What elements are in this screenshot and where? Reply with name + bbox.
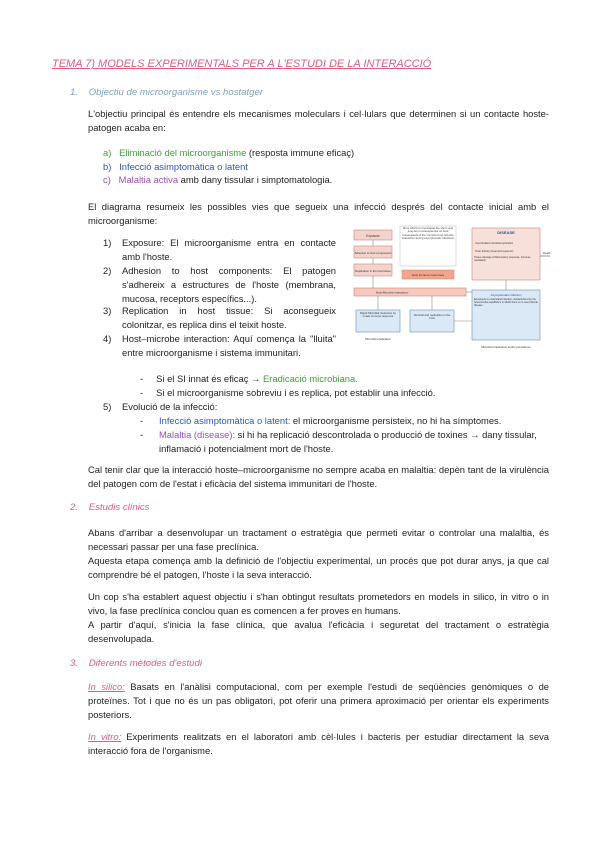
death-label: Death (543, 251, 551, 255)
survival-text: Survival and replication in the host (413, 314, 451, 321)
replication-label: Replication in the host tissue (355, 269, 391, 273)
asymptomatic-title: Asymptomatic infection (490, 293, 522, 297)
disease-item-1: Uncontrolled microbial replication (475, 242, 514, 245)
diagram-intro: El diagrama resumeix les possibles vies que segueix una infecció després del contacte inicial amb el microorganisme: (88, 201, 549, 226)
in-silico-label: In silico: (88, 681, 125, 692)
step-4-sub-b: - Si el microorganisme sobreviu i es replica, pot establir una infecció. (140, 387, 436, 398)
step-5: Evolució de la infecció: (122, 401, 218, 412)
step-5-sub-b (159, 428, 544, 456)
outcome-a-highlight: Eliminació del microorganisme (119, 147, 247, 158)
step-4-number: 4) (103, 333, 112, 344)
in-silico-paragraph (88, 680, 549, 722)
section-2-paragraph-1: Abans d'arribar a desenvolupar un tractament o estratègia que permeti evitar o controlar una malaltia, és necessari passar per una fase preclínica. (88, 527, 549, 552)
asymptomatic-text: el microorganisme persisteix, no hi ha símptomes. (290, 415, 502, 426)
section-2-paragraph-4: A partir d'aquí, s'inicia la fase clínica, que avalua l'eficàcia i seguretat del tractament o estratègia desenvolupada. (88, 619, 549, 644)
step-4-sub-a: - Si el SI innat és eficaç → Eradicació microbiana. (140, 373, 358, 384)
exposure-label: Exposure (366, 234, 380, 238)
host-immune-label: Host immune responses (411, 273, 445, 277)
adhesion-label: Adhesion to host components (354, 251, 392, 255)
step-5-dash-a: - (140, 415, 144, 426)
section-3-number: 3. (70, 658, 79, 669)
sub-b-text: Si el microorganisme sobreviu i es replica, pot establir una infecció. (156, 387, 436, 398)
disease-text: si hi ha replicació descontrolada o producció de toxines → dany tissular, inflamació i potencialment mort de l'hoste. (159, 429, 537, 454)
section-2-title: Estudis clínics (88, 502, 150, 513)
in-silico-text: Basats en l'anàlisi computacional, com per exemple l'estudi de seqüències genòmiques o de proteïnes. Tot i que no és un pas obligatori, pot oferir una primera aproximació per orientar els experiments posteriors. (88, 681, 549, 720)
step-1-number: 1) (103, 237, 112, 248)
step-2-number: 2) (103, 265, 112, 276)
outcome-a-letter: a) (103, 147, 112, 158)
section-1-heading (70, 87, 263, 98)
outcome-a-rest: (resposta immune eficaç) (246, 147, 355, 158)
efforts-text: More efforts to investigate the short- and long-term consequences on host homeostasis of the complex host-microbe interaction during asymptomatic infections (401, 227, 455, 241)
section-3-heading (70, 658, 202, 669)
conclusion-paragraph: Cal tenir clar que la interacció hoste–microorganisme no sempre acaba en malaltia: depèn tant de la virulència del patogen com de l'estat i eficàcia del sistema immunitari de l'hoste. (88, 464, 549, 489)
page-title: TEMA 7) MODELS EXPERIMENTALS PER A L'ESTUDI DE LA INTERACCIÓ (52, 58, 432, 70)
outcome-b-highlight: Infecció asimptomàtica o latent (119, 161, 248, 172)
step-5-number: 5) (103, 401, 112, 412)
host-microbe-interaction-box (354, 288, 466, 296)
outcome-b (103, 160, 248, 174)
rapid-clearance-text: Rapid Microbial clearance by innate immune response (360, 312, 396, 319)
outcome-c-highlight: Malaltia activa (118, 174, 179, 185)
sub-a-text: Si el SI innat és eficaç (156, 373, 249, 384)
outcome-a (103, 146, 354, 160)
infection-pathway-diagram (352, 224, 552, 368)
section-2-number: 2. (70, 502, 79, 513)
section-2-paragraph-3: Un cop s'ha establert aquest objectiu i s'han obtingut resultats prometedors en models in silico, in vitro o in vivo, la fase preclínica conclou quan es comencen a fer proves en humans. (88, 591, 549, 616)
disease-item-2: Toxin activity (local and systemic) (475, 250, 514, 253)
outcome-c-letter: c) (103, 174, 111, 185)
step-4: Host–microbe interaction: Aquí comença la "lluita" entre microorganisme i sistema immunitari. (122, 333, 336, 358)
persistence-label: Microbial eradication and/or persistence (481, 345, 531, 349)
step-5-sub-a (159, 414, 549, 428)
step-5-dash-b: - (140, 429, 144, 440)
step-2: Adhesion to host components: El patogen s'adhereix a estructures de l'hoste (membrana, mucosa, receptors específics...). (122, 265, 336, 304)
section-1-number: 1. (70, 87, 79, 98)
in-vitro-label: In vitro: (88, 731, 122, 742)
asymptomatic-label: Infecció asimptomàtica o latent: (159, 415, 291, 426)
in-vitro-paragraph (88, 730, 549, 758)
step-3: Replication in host tissue: Si aconsegueix colonitzar, es replica dins el teixit hoste. (122, 305, 336, 330)
outcome-c (103, 173, 332, 187)
microbial-eradication-label: Microbial eradication (365, 337, 391, 341)
section-1-title: Objectiu de microorganisme vs hostatger (88, 87, 264, 98)
step-3-number: 3) (103, 305, 112, 316)
disease-label: Malaltia (disease): (159, 429, 236, 440)
section-3-title: Diferents mètodes d'estudi (88, 658, 202, 669)
intro-paragraph: L'objectiu principal és entendre els mecanismes moleculars i cel·lulars que determinen si un contacte hoste-patogen acaba en: (88, 108, 549, 133)
sub-a-eradication: Eradicació microbiana. (263, 373, 358, 384)
in-vitro-text: Experiments realitzats en el laboratori amb cèl·lules i bacteris per estudiar directament la seva interacció fora de l'organisme. (88, 731, 549, 756)
hmi-label: Host-Microbe interaction (375, 290, 409, 295)
disease-item-3: Tissue damage (inflammatory response, immune-mediated) (474, 256, 531, 263)
asymptomatic-desc: Equipment to understand infection, characterized by the host-microbe equilibrium in which there is no overt clinical disease (474, 298, 538, 308)
outcome-b-letter: b) (103, 161, 112, 172)
section-2-heading (70, 502, 149, 513)
step-1: Exposure: El microorganisme entra en contacte amb l'hoste. (122, 237, 336, 262)
disease-title: DISEASE (497, 230, 515, 235)
sub-a-arrow: → (251, 373, 261, 384)
section-2-paragraph-2: Aquesta etapa comença amb la definició de l'objectiu experimental, un procés que pot durar anys, ja que cal comprendre bé el patogen, l'hoste i la seva interacció. (88, 555, 549, 580)
outcome-c-rest: amb dany tissular i simptomatologia. (178, 174, 333, 185)
